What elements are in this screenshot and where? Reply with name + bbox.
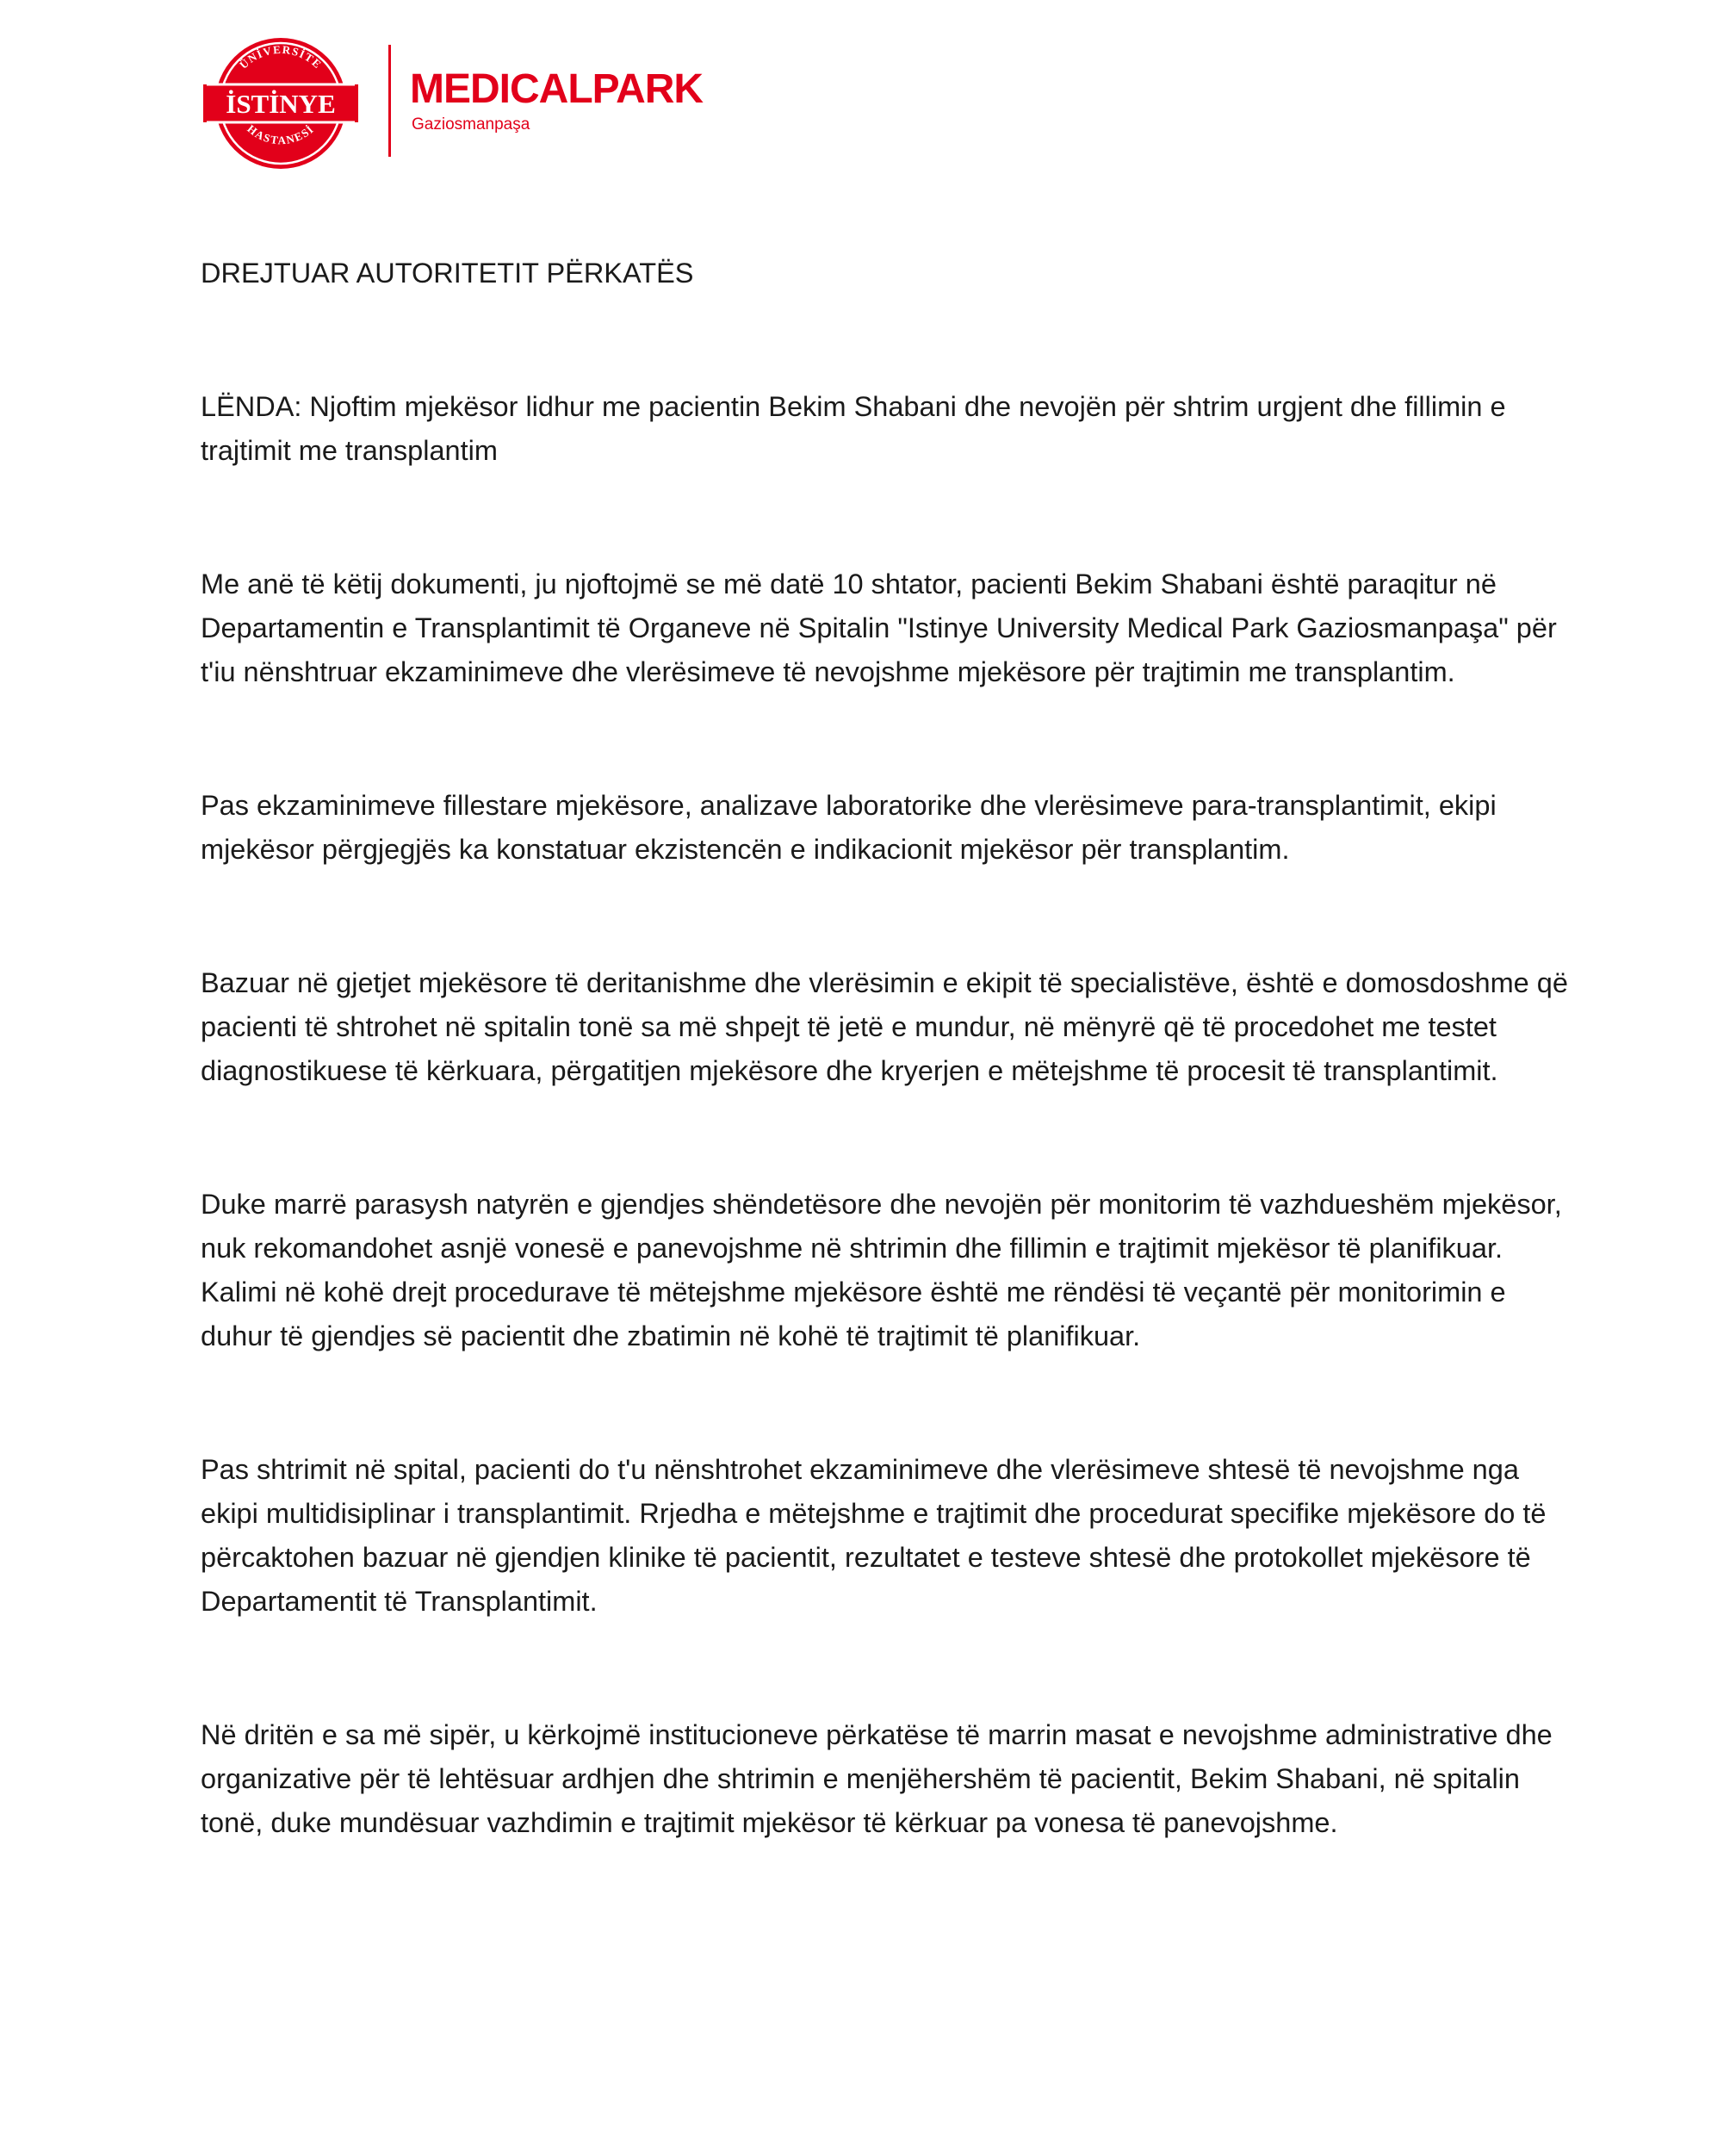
- letter-addressee: DREJTUAR AUTORITETIT PËRKATËS: [201, 258, 694, 289]
- letter-paragraph: Bazuar në gjetjet mjekësore të deritanishme dhe vlerësimin e ekipit të specialistëve, është e domosdoshme që pacienti të shtrohet në spitalin tonë sa më shpejt të jetë e mundur, në mënyrë që të procedohet me testet diagnostikuese të kërkuara, përgatitjen mjekësore dhe kryerjen e mëtejshme të procesit të transplantimit.: [201, 967, 1568, 1086]
- letter-paragraph: Pas ekzaminimeve fillestare mjekësore, analizave laboratorike dhe vlerësimeve para-transplantimit, ekipi mjekësor përgjegjës ka konstatuar ekzistencën e indikacionit mjekësor për transplantim.: [201, 790, 1497, 865]
- medicalpark-brand: [410, 66, 704, 134]
- letter-paragraph: Pas shtrimit në spital, pacienti do t'u nënshtrohet ekzaminimeve dhe vlerësimeve shtesë të nevojshme nga ekipi multidisiplinar i transplantimit. Rrjedha e mëtejshme e trajtimit dhe procedurat specifike mjekësore do të përcaktohen bazuar në gjendjen klinike të pacientit, rezultatet e testeve shtesë dhe protokollet mjekësore të Departamentit të Transplantimit.: [201, 1454, 1547, 1617]
- letter-subject: LËNDA: Njoftim mjekësor lidhur me pacientin Bekim Shabani dhe nevojën për shtrim urgjent dhe fillimin e trajtimit me transplantim: [201, 391, 1506, 466]
- letter-paragraph: Në dritën e sa më sipër, u kërkojmë institucioneve përkatëse të marrin masat e nevojshme administrative dhe organizative për të lehtësuar ardhjen dhe shtrimin e menjëhershëm të pacientit, Bekim Shabani, në spitalin tonë, duke mundësuar vazhdimin e trajtimit mjekësor të kërkuar pa vonesa të panevojshme.: [201, 1719, 1553, 1838]
- seal-top-arc-text: ÜNİVERSİTE: [237, 42, 325, 71]
- header-logo: [203, 34, 704, 181]
- seal-bottom-arc-text: HASTANESİ: [245, 121, 317, 147]
- istinye-seal-logo: [203, 34, 358, 172]
- brand-name: MEDICALPARK: [410, 66, 704, 112]
- seal-center-text: İSTİNYE: [226, 89, 336, 119]
- logo-divider: [388, 45, 391, 157]
- letter-paragraph: Me anë të këtij dokumenti, ju njoftojmë se më datë 10 shtator, pacienti Bekim Shabani është paraqitur në Departamentin e Transplantimit të Organeve në Spitalin "Istinye University Medical Park Gaziosmanpaşa" për t'iu nënshtruar ekzaminimeve dhe vlerësimeve të nevojshme mjekësore për trajtimin me transplantim.: [201, 568, 1557, 687]
- brand-location: Gaziosmanpaşa: [412, 115, 530, 134]
- letter-body: [201, 252, 1578, 1845]
- letter-paragraph: Duke marrë parasysh natyrën e gjendjes shëndetësore dhe nevojën për monitorim të vazhdueshëm mjekësor, nuk rekomandohet asnjë vonesë e panevojshme në shtrimin dhe fillimin e trajtimit mjekësor të planifikuar. Kalimi në kohë drejt procedurave të mëtejshme mjekësore është me rëndësi të veçantë për monitorimin e duhur të gjendjes së pacientit dhe zbatimin në kohë të trajtimit të planifikuar.: [201, 1189, 1562, 1351]
